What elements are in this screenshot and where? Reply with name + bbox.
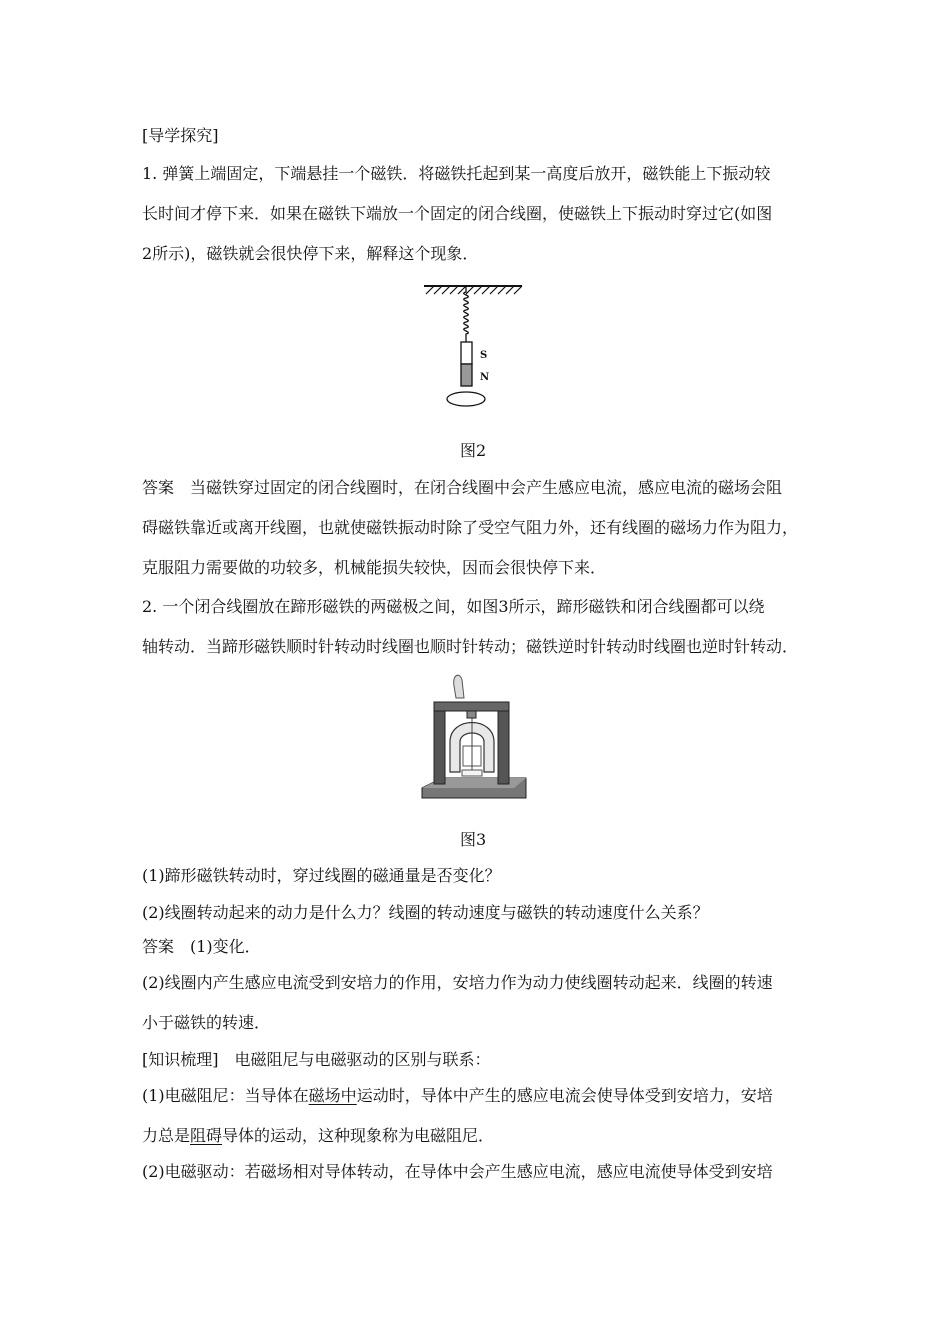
figure-2-caption: 图2 (460, 441, 487, 460)
knowledge-1-text-c: 力总是 (142, 1126, 191, 1145)
question-1-line-2: 长时间才停下来．如果在磁铁下端放一个固定的闭合线圈，使磁铁上下振动时穿过它(如图 (142, 204, 773, 223)
knowledge-1-line-2 (142, 1126, 494, 1146)
fill-blank-hinder: 阻碍 (190, 1126, 223, 1145)
knowledge-2-line-1: (2)电磁驱动：若磁场相对导体转动，在导体中会产生感应电流，感应电流使导体受到安培 (142, 1162, 773, 1181)
knowledge-1-text-d: 导体的运动，这种现象称为电磁阻尼． (222, 1126, 495, 1145)
question-1-line-1: 1. 弹簧上端固定，下端悬挂一个磁铁．将磁铁托起到某一高度后放开，磁铁能上下振动较 (142, 164, 771, 183)
answer-2-line-2: (2)线圈内产生感应电流受到安培力的作用，安培力作为动力使线圈转动起来．线圈的转速 (142, 973, 773, 992)
answer-2-line-1: 答案 (1)变化． (142, 937, 261, 956)
question-1-line-3: 2所示)，磁铁就会很快停下来，解释这个现象． (142, 244, 479, 263)
answer-2-line-3: 小于磁铁的转速． (142, 1013, 271, 1032)
question-2-line-1: 2. 一个闭合线圈放在蹄形磁铁的两磁极之间，如图3所示，蹄形磁铁和闭合线圈都可以绕 (142, 597, 765, 616)
fill-blank-magnetic-field: 磁场中 (308, 1086, 357, 1105)
figure-3-caption: 图3 (460, 830, 487, 849)
label-n: N (480, 372, 490, 383)
question-2-sub-1: (1)蹄形磁铁转动时，穿过线圈的磁通量是否变化？ (142, 866, 501, 885)
question-2-line-2: 轴转动．当蹄形磁铁顺时针转动时线圈也顺时针转动；磁铁逆时针转动时线圈也逆时针转动． (142, 637, 799, 656)
figure-2-spring-magnet (418, 280, 528, 410)
knowledge-1-text-b: 运动时，导体中产生的感应电流会使导体受到安培力，安培 (356, 1086, 773, 1105)
figure-3-horseshoe-magnet-apparatus (418, 670, 530, 804)
answer-1-line-3: 克服阻力需要做的功较多，机械能损失较快，因而会很快停下来． (142, 558, 607, 577)
answer-1-line-2: 碍磁铁靠近或离开线圈，也就使磁铁振动时除了受空气阻力外，还有线圈的磁场力作为阻力， (142, 518, 799, 537)
label-s: S (480, 350, 488, 361)
section-heading-explore: [导学探究] (142, 126, 219, 145)
question-2-sub-2: (2)线圈转动起来的动力是什么力？线圈的转动速度与磁铁的转动速度什么关系？ (142, 903, 709, 922)
section-heading-knowledge: [知识梳理] 电磁阻尼与电磁驱动的区别与联系： (142, 1050, 491, 1069)
knowledge-1-line-1 (142, 1086, 773, 1106)
answer-1-line-1: 答案 当磁铁穿过固定的闭合线圈时，在闭合线圈中会产生感应电流，感应电流的磁场会阻 (142, 478, 783, 497)
knowledge-1-text-a: (1)电磁阻尼：当导体在 (142, 1086, 309, 1105)
